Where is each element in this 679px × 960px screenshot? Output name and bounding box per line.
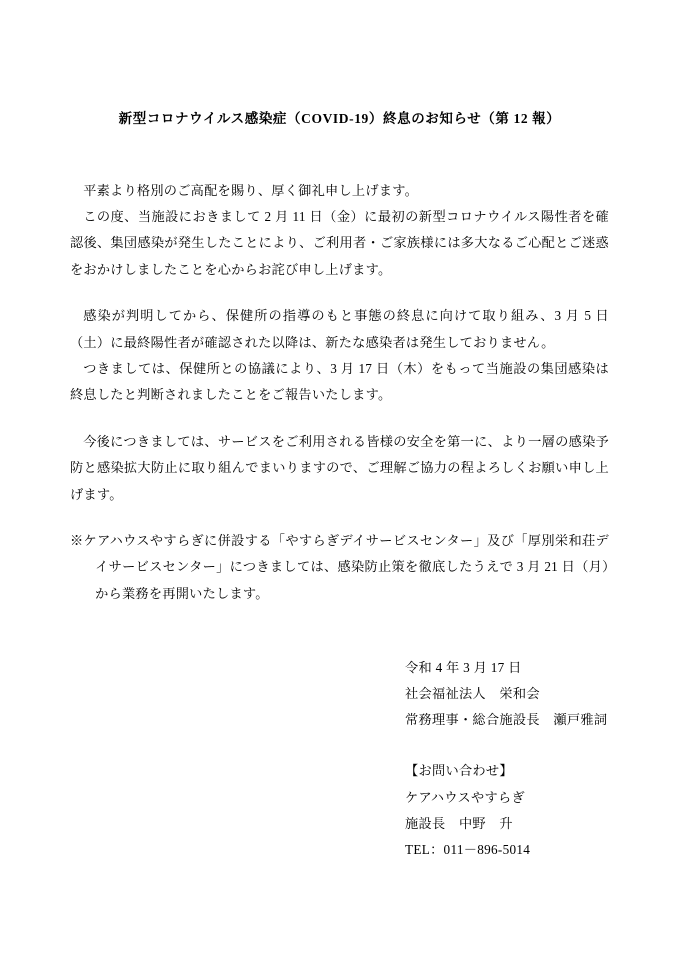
contact-telephone: TEL：011－896-5014 — [405, 841, 531, 857]
paragraph-greeting: 平素より格別のご高配を賜り、厚く御礼申し上げます。 — [83, 182, 419, 198]
contact-block — [70, 758, 609, 862]
contact-person: 施設長 中野 升 — [405, 815, 513, 831]
paragraph-conclusion: つきましては、保健所との協議により、3 月 17 日（木）をもって当施設の集団感染は終息したと判断されましたことをご報告いたします。 — [70, 361, 609, 403]
contact-heading: 【お問い合わせ】 — [405, 763, 513, 779]
paragraph-apology: この度、当施設におきまして 2 月 11 日（金）に最初の新型コロナウイルス陽性者を確認後、集団感染が発生したことにより、ご利用者・ご家族様には多大なるご心配とご迷惑をおかけしましたことを心からお詫び申し上げます。 — [70, 209, 609, 277]
page-title: 新型コロナウイルス感染症（COVID-19）終息のお知らせ（第 12 報） — [118, 111, 561, 126]
paragraph-note: ※ケアハウスやすらぎに併設する「やすらぎデイサービスセンター」及び「厚別栄和荘デイサービスセンター」につきましては、感染防止策を徹底したうえで 3 月 21 日（月）から業務を再開いたします。 — [70, 533, 609, 601]
signature-date: 令和 4 年 3 月 17 日 — [405, 660, 522, 676]
paragraph-future: 今後につきましては、サービスをご利用される皆様の安全を第一に、より一層の感染予防と感染拡大防止に取り組んでまいりますので、ご理解ご協力の程よろしくお願い申し上げます。 — [70, 433, 609, 502]
paragraph-status: 感染が判明してから、保健所の指導のもと事態の終息に向けて取り組み、3 月 5 日（土）に最終陽性者が確認された以降は、新たな感染者は発生しておりません。 — [70, 308, 609, 350]
signature-block — [70, 655, 609, 732]
signature-organization: 社会福祉法人 栄和会 — [405, 686, 540, 702]
contact-facility: ケアハウスやすらぎ — [405, 790, 525, 806]
signature-name: 常務理事・総合施設長 瀬戸雅詞 — [405, 711, 608, 727]
